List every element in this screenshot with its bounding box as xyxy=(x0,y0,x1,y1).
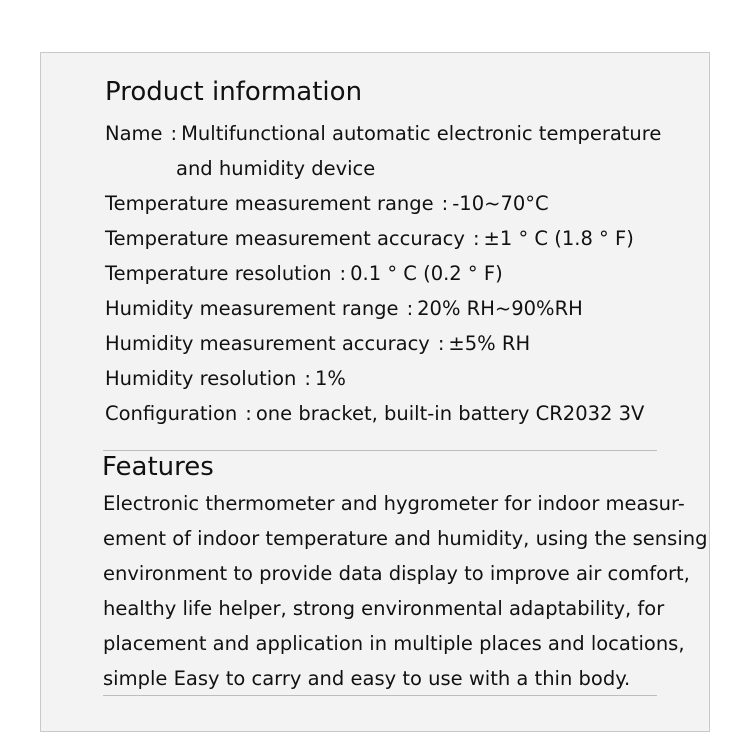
spec-label: Configuration xyxy=(105,402,238,425)
spec-value: ±5% RH xyxy=(448,332,531,355)
spec-label: Humidity measurement accuracy xyxy=(105,332,430,355)
spec-value: ±1 ° C (1.8 ° F) xyxy=(483,227,634,250)
spec-separator: : xyxy=(441,192,449,215)
spec-separator: : xyxy=(406,297,414,320)
spec-list xyxy=(105,116,705,431)
spec-row xyxy=(105,361,705,396)
features-line: simple Easy to carry and easy to use with a thin body. xyxy=(103,667,631,690)
spec-row xyxy=(105,256,705,291)
features-paragraph xyxy=(103,486,708,696)
features-line: environment to provide data display to improve air comfort, xyxy=(103,562,690,585)
spec-label: Humidity measurement range xyxy=(105,297,399,320)
features-line: placement and application in multiple places and locations, xyxy=(103,632,685,655)
features-line: ement of indoor temperature and humidity, using the sensing xyxy=(103,527,708,550)
spec-value: Multifunctional automatic electronic temperature xyxy=(181,122,662,145)
features-line: Electronic thermometer and hygrometer for indoor measur- xyxy=(103,492,685,515)
spec-separator: : xyxy=(304,367,311,390)
features-heading: Features xyxy=(102,452,214,482)
spec-separator: : xyxy=(437,332,445,355)
spec-label: Name xyxy=(105,122,163,145)
spec-value: -10~70°C xyxy=(452,192,549,215)
bottom-divider xyxy=(103,695,657,696)
spec-row xyxy=(105,186,705,221)
spec-separator: : xyxy=(472,227,480,250)
spec-value: one bracket, built-in battery CR2032 3V xyxy=(255,402,645,425)
spec-separator: : xyxy=(245,402,252,425)
spec-row xyxy=(105,396,705,431)
spec-value: 20% RH~90%RH xyxy=(417,297,583,320)
spec-label: Humidity resolution xyxy=(105,367,297,390)
spec-separator: : xyxy=(339,262,347,285)
spec-row xyxy=(105,291,705,326)
spec-row xyxy=(105,221,705,256)
spec-row xyxy=(105,326,705,361)
spec-separator: : xyxy=(170,122,178,145)
features-line: healthy life helper, strong environmental adaptability, for xyxy=(103,597,665,620)
spec-row-name xyxy=(105,116,705,186)
spec-value: 0.1 ° C (0.2 ° F) xyxy=(350,262,503,285)
spec-label: Temperature resolution xyxy=(105,262,332,285)
spec-value-continued: and humidity device xyxy=(176,157,376,180)
spec-value: 1% xyxy=(315,367,346,390)
product-information-heading: Product information xyxy=(105,77,363,107)
spec-label: Temperature measurement accuracy xyxy=(105,227,465,250)
spec-label: Temperature measurement range xyxy=(105,192,434,215)
